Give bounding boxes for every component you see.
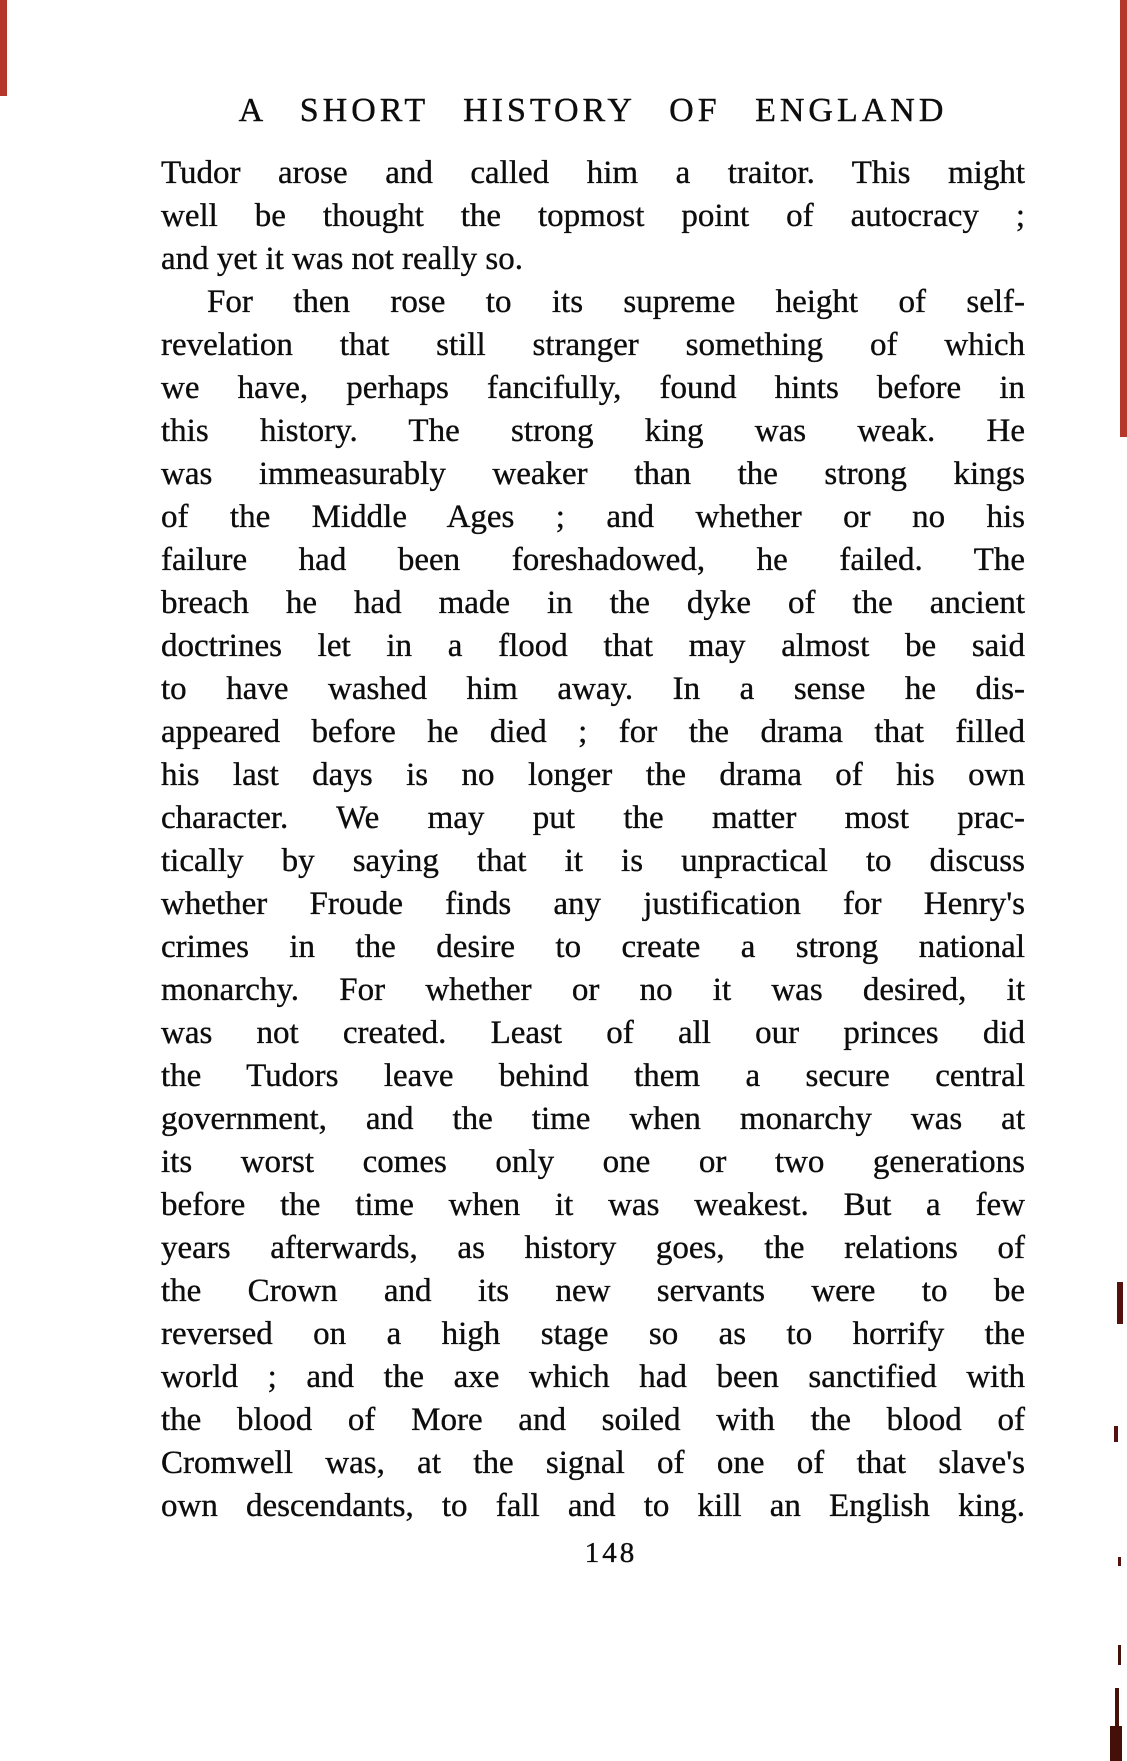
- text-line: before the time when it was weakest. But a few: [161, 1187, 1025, 1223]
- text-line: his last days is no longer the drama of his own: [161, 757, 1025, 793]
- text-line: was immeasurably weaker than the strong kings: [161, 456, 1025, 492]
- text-line: government, and the time when monarchy was at: [161, 1101, 1025, 1137]
- text-line: reversed on a high stage so as to horrify the: [161, 1316, 1025, 1352]
- text-line: was not created. Least of all our princes did: [161, 1015, 1025, 1051]
- text-line: its worst comes only one or two generations: [161, 1144, 1025, 1180]
- left-top-red-line: [0, 0, 7, 96]
- text-line: well be thought the topmost point of autocracy ;: [161, 198, 1025, 234]
- text-line: character. We may put the matter most prac-: [161, 800, 1025, 836]
- text-line: Tudor arose and called him a traitor. This might: [161, 155, 1025, 191]
- text-line: and yet it was not really so.: [161, 241, 524, 277]
- text-line: years afterwards, as history goes, the relations of: [161, 1230, 1025, 1266]
- text-line: of the Middle Ages ; and whether or no his: [161, 499, 1025, 535]
- text-line: we have, perhaps fancifully, found hints before in: [161, 370, 1025, 406]
- text-line: whether Froude finds any justification for Henry's: [161, 886, 1025, 922]
- text-line: failure had been foreshadowed, he failed. The: [161, 542, 1025, 578]
- text-line: monarchy. For whether or no it was desired, it: [161, 972, 1025, 1008]
- text-line: doctrines let in a flood that may almost be said: [161, 628, 1025, 664]
- right-short-mark: [1118, 1645, 1121, 1665]
- text-line: the Crown and its new servants were to be: [161, 1273, 1025, 1309]
- text-line: revelation that still stranger something of which: [161, 327, 1025, 363]
- text-line: tically by saying that it is unpractical to discuss: [161, 843, 1025, 879]
- right-bottom-bar: [1110, 1726, 1122, 1761]
- text-line: to have washed him away. In a sense he dis-: [161, 671, 1025, 707]
- text-line: the blood of More and soiled with the blood of: [161, 1402, 1025, 1438]
- text-line: this history. The strong king was weak. He: [161, 413, 1025, 449]
- text-line: own descendants, to fall and to kill an English king.: [161, 1488, 1025, 1524]
- text-line: breach he had made in the dyke of the ancient: [161, 585, 1025, 621]
- right-mid-mark: [1117, 1282, 1123, 1324]
- text-line: the Tudors leave behind them a secure central: [161, 1058, 1025, 1094]
- text-column: [161, 92, 1025, 1572]
- page-number: 148: [584, 1537, 638, 1569]
- right-top-red-line: [1120, 0, 1127, 437]
- text-line: world ; and the axe which had been sanctified with: [161, 1359, 1025, 1395]
- text-line: Cromwell was, at the signal of one of that slave's: [161, 1445, 1025, 1481]
- right-dot-mark: [1118, 1557, 1121, 1566]
- body-text: [161, 152, 1025, 1528]
- text-line: crimes in the desire to create a strong national: [161, 929, 1025, 965]
- text-line: appeared before he died ; for the drama that filled: [161, 714, 1025, 750]
- text-line: For then rose to its supreme height of self-: [207, 284, 1025, 320]
- right-small-mark: [1114, 1426, 1118, 1442]
- running-header: A SHORT HISTORY OF ENGLAND: [238, 92, 948, 129]
